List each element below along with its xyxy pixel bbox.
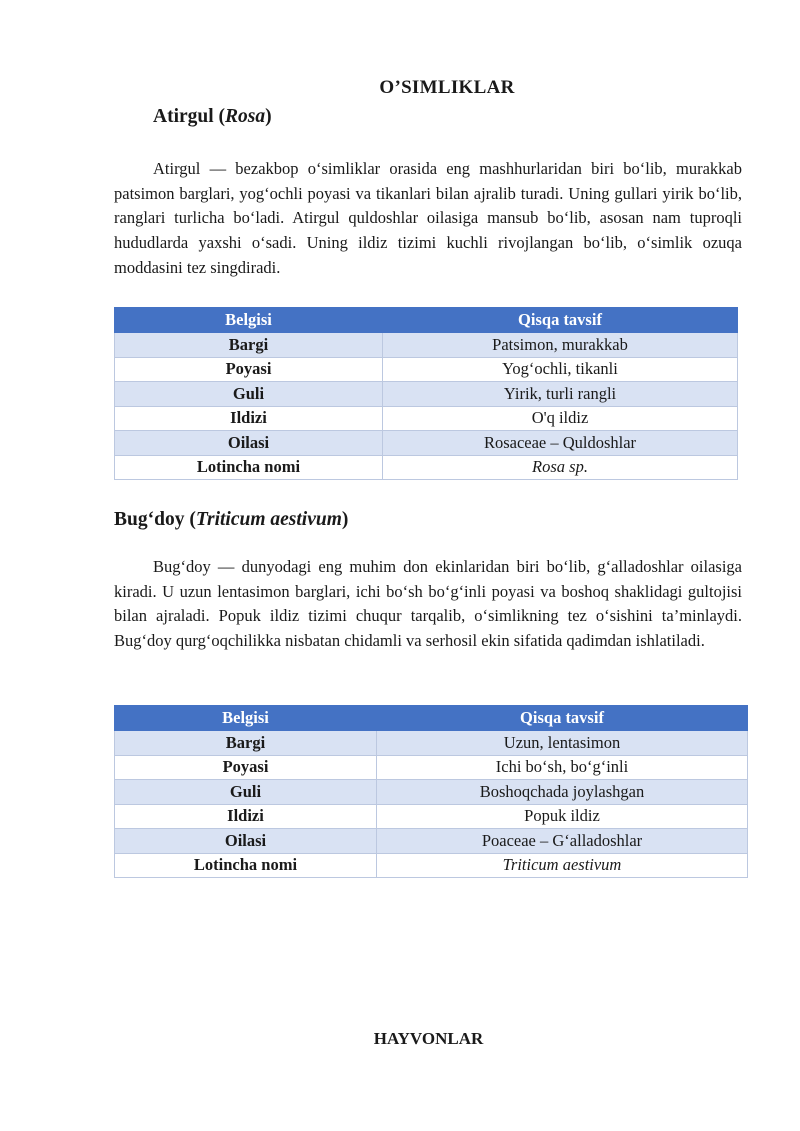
table-row <box>115 780 748 805</box>
paragraph-rosa: Atirgul — bezakbop o‘simliklar orasida eng mashhurlaridan biri bo‘lib, murakkab patsimon barglari, yog‘ochli poyasi va tikanlari bilan ajralib turadi. Uning gullari yirik bo‘lib, ranglari turlicha bo‘ladi. Atirgul quldoshlar oilasiga mansub bo‘lib, asosan nam tuproqli hududlarda yaxshi o‘sadi. Uning ildiz tizimi kuchli rivojlangan bo‘lib, o‘simlik ozuqa moddasini tez singdiradi. <box>114 159 742 277</box>
row-value: Poaceae – G‘alladoshlar <box>377 829 748 854</box>
row-value: Rosa sp. <box>383 455 738 480</box>
heading-text: Bug‘doy ( <box>114 509 196 530</box>
heading-tail: ) <box>341 509 349 530</box>
table-row <box>115 357 738 382</box>
row-key: Ildizi <box>115 804 377 829</box>
row-value: Yog‘ochli, tikanli <box>383 357 738 382</box>
column-header: Qisqa tavsif <box>377 706 748 731</box>
page-title: O’SIMLIKLAR <box>379 77 515 98</box>
table-rosa <box>114 307 738 480</box>
table-row <box>115 829 748 854</box>
heading-tail: ) <box>265 106 272 127</box>
row-key: Guli <box>115 382 383 407</box>
bottom-section-title: HAYVONLAR <box>373 1029 484 1048</box>
heading-text: Atirgul ( <box>153 106 226 127</box>
row-key: Poyasi <box>115 755 377 780</box>
row-key: Oilasi <box>115 829 377 854</box>
row-value: Triticum aestivum <box>377 853 748 878</box>
row-value: Ichi bo‘sh, bo‘g‘inli <box>377 755 748 780</box>
column-header: Belgisi <box>115 706 377 731</box>
paragraph-triticum: Bug‘doy — dunyodagi eng muhim don ekinlaridan biri bo‘lib, g‘alladoshlar oilasiga kiradi. U uzun lentasimon barglari, ichi bo‘sh bo‘g‘inli poyasi va boshoq shaklidagi gultojisi bilan ajraladi. Popuk ildiz tizimi chuqur tarqalib, o‘simlikning tez o‘sishini ta’minlaydi. Bug‘doy qurg‘oqchilikka nisbatan chidamli va serhosil ekin sifatida qadimdan ishlatiladi. <box>114 557 742 651</box>
row-key: Guli <box>115 780 377 805</box>
column-header: Qisqa tavsif <box>383 308 738 333</box>
table-row <box>115 431 738 456</box>
table-row <box>115 455 738 480</box>
row-key: Bargi <box>115 333 383 358</box>
row-key: Bargi <box>115 731 377 756</box>
heading-latin: Triticum aestivum <box>195 509 342 530</box>
row-value: Patsimon, murakkab <box>383 333 738 358</box>
table-triticum <box>114 705 748 878</box>
table-row <box>115 755 748 780</box>
row-key: Lotincha nomi <box>115 853 377 878</box>
row-key: Ildizi <box>115 406 383 431</box>
table-header-row <box>115 706 748 731</box>
table-row <box>115 382 738 407</box>
row-key: Poyasi <box>115 357 383 382</box>
row-value: Boshoqchada joylashgan <box>377 780 748 805</box>
table-row <box>115 333 738 358</box>
table-header-row <box>115 308 738 333</box>
table-row <box>115 731 748 756</box>
section-heading-rosa <box>153 106 272 128</box>
section-heading-triticum <box>114 509 348 531</box>
row-value: Yirik, turli rangli <box>383 382 738 407</box>
row-value: Rosaceae – Quldoshlar <box>383 431 738 456</box>
table-row <box>115 406 738 431</box>
column-header: Belgisi <box>115 308 383 333</box>
row-value: O'q ildiz <box>383 406 738 431</box>
heading-latin: Rosa <box>225 106 266 127</box>
table-row <box>115 853 748 878</box>
table-row <box>115 804 748 829</box>
row-value: Uzun, lentasimon <box>377 731 748 756</box>
row-key: Oilasi <box>115 431 383 456</box>
row-key: Lotincha nomi <box>115 455 383 480</box>
row-value: Popuk ildiz <box>377 804 748 829</box>
